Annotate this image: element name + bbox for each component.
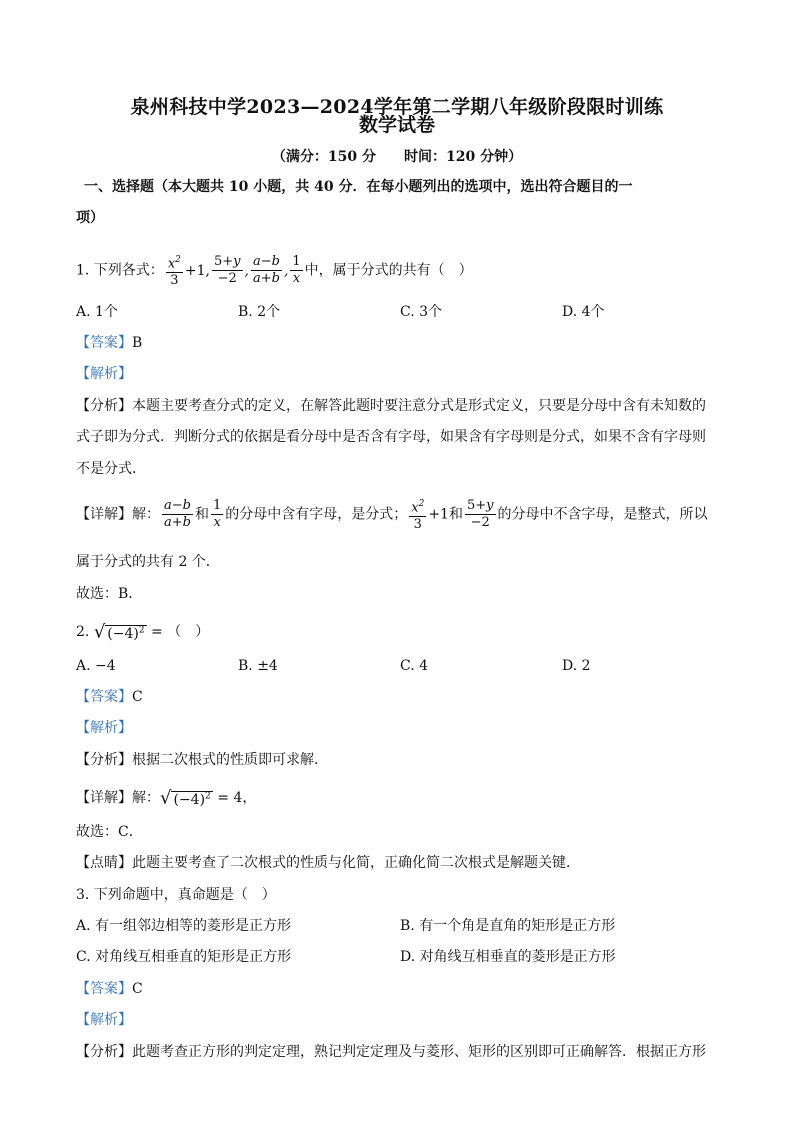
q1-expressions: $\frac{x^2}{3}$ +1, $\frac{5+y}{-2}$ , $\frac{a-b}{a+b}$ , $\frac{1}{x}$	[164, 263, 305, 279]
q2-dianjing: 【点睛】此题主要考查了二次根式的性质与化简，正确化简二次根式是解题关键．	[76, 855, 580, 871]
q3-option-b: B. 有一个角是直角的矩形是正方形	[400, 918, 616, 934]
q1-option-c: C. 3个	[400, 304, 443, 320]
exam-title: 泉州科技中学2023—2024学年第二学期八年级阶段限时训练	[130, 96, 664, 118]
q2-option-d: D. 2	[562, 658, 591, 674]
q1-option-d: D. 4个	[562, 304, 605, 320]
q1-analysis-tag: 【解析】	[76, 366, 132, 382]
q1-fenxi-line3: 不是分式．	[76, 461, 146, 477]
q1-detail-line2: 属于分式的共有 2 个．	[76, 554, 220, 570]
q1-detail: 【详解】解： $\frac{a-b}{a+b}$ 和 $\frac{1}{x}$ 的分母中含有字母，是分式； $\frac{x^2}{3}$ +1和 $\frac{5+y}{-2}$ 的分母中不含字母，是整式，所以	[76, 496, 708, 533]
section-heading: 一、选择题（本大题共 10 小题，共 40 分．在每小题列出的选项中，选出符合题目的一	[84, 179, 633, 195]
q1-suffix: 中，属于分式的共有（ ）	[304, 262, 473, 279]
q3-option-c: C. 对角线互相垂直的矩形是正方形	[76, 949, 292, 965]
q2-option-a: A. −4	[76, 658, 116, 674]
q1-choose: 故选：B．	[76, 586, 143, 602]
q2-fenxi: 【分析】根据二次根式的性质即可求解．	[76, 752, 328, 768]
q1-option-a: A. 1个	[76, 304, 118, 320]
q2-answer: 【答案】C	[76, 689, 143, 705]
q2-option-b: B. ±4	[238, 658, 278, 674]
q2-radical: √ $(-4)^2$	[93, 621, 145, 643]
q3-analysis-tag: 【解析】	[76, 1012, 132, 1028]
question-2-stem: 2. √ $(-4)^2$ = （ ）	[76, 617, 209, 647]
q3-option-d: D. 对角线互相垂直的菱形是正方形	[400, 949, 616, 965]
q1-fenxi-line2: 式子即为分式．判断分式的依据是看分母中是否含有字母，如果含有字母则是分式，如果不含有字母则	[76, 429, 706, 445]
q1-answer: 【答案】B	[76, 335, 143, 351]
q1-fenxi-line1: 【分析】本题主要考查分式的定义，在解答此题时要注意分式是形式定义，只要是分母中含有未知数的	[76, 398, 706, 414]
q1-prefix: 1. 下列各式：	[76, 262, 164, 279]
q3-fenxi: 【分析】此题考查正方形的判定定理，熟记判定定理及与菱形、矩形的区别即可正确解答．根据正方形	[76, 1044, 706, 1060]
section-heading-cont: 项）	[76, 210, 104, 226]
q2-analysis-tag: 【解析】	[76, 720, 132, 736]
exam-subtitle: 数学试卷	[358, 114, 435, 136]
q1-option-b: B. 2个	[238, 304, 281, 320]
q2-detail: 【详解】解：√ $(-4)^2 = 4$，	[76, 787, 257, 809]
question-3-stem: 3. 下列命题中，真命题是（ ）	[76, 887, 276, 903]
q2-option-c: C. 4	[400, 658, 429, 674]
exam-meta: （满分：150 分 时间：120 分钟）	[271, 149, 523, 165]
q3-answer: 【答案】C	[76, 981, 143, 997]
q2-choose: 故选：C．	[76, 824, 143, 840]
question-1-stem	[76, 252, 473, 289]
q3-option-a: A. 有一组邻边相等的菱形是正方形	[76, 918, 292, 934]
